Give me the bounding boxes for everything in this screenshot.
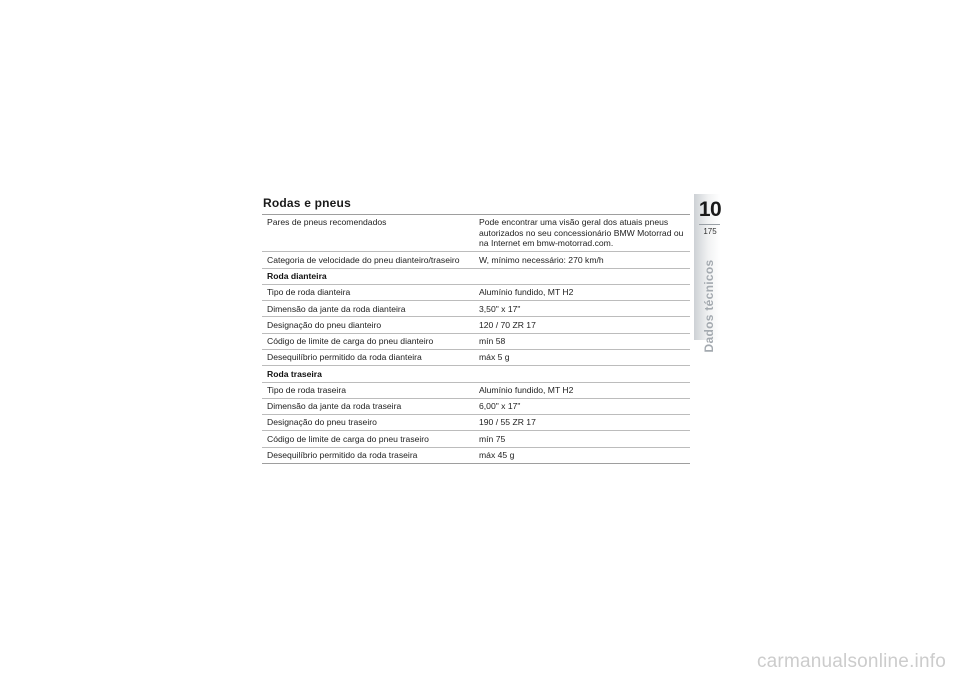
spec-value: 3,50" x 17"	[474, 301, 690, 317]
table-row	[262, 301, 690, 317]
spec-value: Pode encontrar uma visão geral dos atuais pneus autorizados no seu concessionário BMW Motorrad ou na Internet em bmw-motorrad.com.	[474, 215, 690, 252]
chapter-number: 10	[698, 198, 722, 221]
spec-label: Designação do pneu traseiro	[262, 415, 474, 431]
table-row	[262, 382, 690, 398]
spec-label: Tipo de roda dianteira	[262, 284, 474, 300]
specifications-table	[262, 214, 690, 464]
table-row	[262, 349, 690, 365]
spec-value: Alumínio fundido, MT H2	[474, 382, 690, 398]
spec-value: mín 75	[474, 431, 690, 447]
table-row	[262, 447, 690, 463]
table-row	[262, 252, 690, 268]
spec-label: Código de limite de carga do pneu traseiro	[262, 431, 474, 447]
spec-label: Código de limite de carga do pneu dianteiro	[262, 333, 474, 349]
table-row	[262, 333, 690, 349]
spec-label: Designação do pneu dianteiro	[262, 317, 474, 333]
table-row	[262, 431, 690, 447]
spec-value: mín 58	[474, 333, 690, 349]
spec-label: Desequilíbrio permitido da roda dianteira	[262, 349, 474, 365]
table-row	[262, 398, 690, 414]
spec-label: Categoria de velocidade do pneu dianteiro/traseiro	[262, 252, 474, 268]
chapter-divider	[699, 224, 720, 225]
table-row	[262, 284, 690, 300]
spec-label: Dimensão da jante da roda traseira	[262, 398, 474, 414]
watermark: carmanualsonline.info	[756, 651, 946, 672]
spec-value: 6,00" x 17"	[474, 398, 690, 414]
table-row	[262, 317, 690, 333]
spec-value: 190 / 55 ZR 17	[474, 415, 690, 431]
front-wheel-heading: Roda dianteira	[262, 268, 690, 284]
page-number: 175	[703, 227, 717, 236]
table-row	[262, 415, 690, 431]
spec-value: máx 45 g	[474, 447, 690, 463]
spec-label: Dimensão da jante da roda dianteira	[262, 301, 474, 317]
page-title: Rodas e pneus	[263, 196, 351, 210]
chapter-title: Dados técnicos	[702, 259, 716, 353]
section-heading-row	[262, 268, 690, 284]
rear-wheel-heading: Roda traseira	[262, 366, 690, 382]
section-heading-row	[262, 366, 690, 382]
spec-value: máx 5 g	[474, 349, 690, 365]
spec-value: W, mínimo necessário: 270 km/h	[474, 252, 690, 268]
table-row	[262, 215, 690, 252]
spec-value: Alumínio fundido, MT H2	[474, 284, 690, 300]
spec-value: 120 / 70 ZR 17	[474, 317, 690, 333]
spec-label: Tipo de roda traseira	[262, 382, 474, 398]
spec-label: Desequilíbrio permitido da roda traseira	[262, 447, 474, 463]
spec-label: Pares de pneus recomendados	[262, 215, 474, 252]
